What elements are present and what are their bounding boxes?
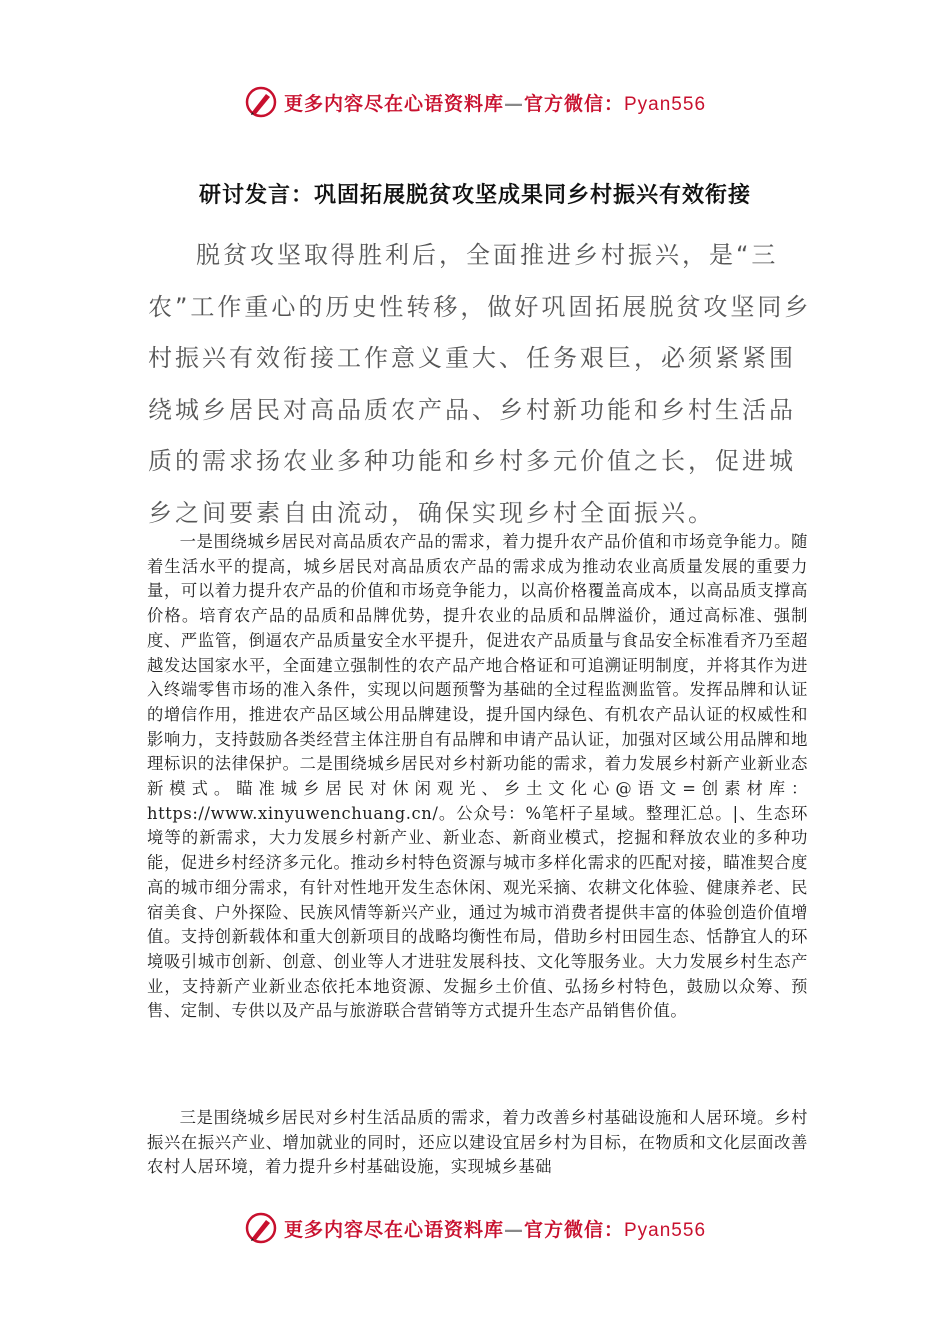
banner-main-text: 更多内容尽在心语资料库: [283, 92, 504, 115]
footer-watermark-banner: [0, 1208, 950, 1248]
pen-logo-icon: [244, 85, 278, 119]
pen-logo-icon: [244, 1211, 278, 1245]
banner-official-label: 官方微信：: [523, 92, 624, 115]
banner-text: [284, 1215, 706, 1242]
banner-main-text: 更多内容尽在心语资料库: [283, 1218, 504, 1241]
intro-paragraph: 脱贫攻坚取得胜利后，全面推进乡村振兴，是“三农”工作重心的历史性转移，做好巩固拓展脱贫攻坚同乡村振兴有效衔接工作意义重大、任务艰巨，必须紧紧围绕城乡居民对高品质农产品、乡村新功能和乡村生活品质的需求扬农业多种功能和乡村多元价值之长，促进城乡之间要素自由流动，确保实现乡村全面振兴。: [148, 241, 812, 527]
body-paragraph-2: 三是围绕城乡居民对乡村生活品质的需求，着力改善乡村基础设施和人居环境。乡村振兴在振兴产业、增加就业的同时，还应以建设宜居乡村为目标，在物质和文化层面改善农村人居环境，着力提升乡村基础设施，实现城乡基础: [147, 1108, 808, 1177]
banner-dash: —: [503, 92, 524, 115]
banner-text: [284, 89, 706, 116]
body-paragraph-1: 一是围绕城乡居民对高品质农产品的需求，着力提升农产品价值和市场竞争能力。随着生活水平的提高，城乡居民对高品质农产品的需求成为推动农业高质量发展的重要力量，可以着力提升农产品的价值和市场竞争能力，以高价格覆盖高成本，以高品质支撑高价格。培育农产品的品质和品牌优势，提升农业的品质和品牌溢价，通过高标准、强制度、严监管，倒逼农产品质量安全水平提升，促进农产品质量与食品安全标准看齐乃至超越发达国家水平，全面建立强制性的农产品产地合格证和可追溯证明制度，并将其作为进入终端零售市场的准入条件，实现以问题预警为基础的全过程监测监管。发挥品牌和认证的增信作用，推进农产品区域公用品牌建设，提升国内绿色、有机农产品认证的权威性和影响力，支持鼓励各类经营主体注册自有品牌和申请产品认证，加强对区域公用品牌和地理标识的法律保护。二是围绕城乡居民对乡村新功能的需求，着力发展乡村新产业新业态新模式。瞄准城乡居民对休闲观光、乡土文化心@语文=创素材库：https://www.xinyuwenchuang.cn/。公众号：%笔杆子星域。整理汇总。|、生态环境等的新需求，大力发展乡村新产业、新业态、新商业模式，挖掘和释放农业的多种功能，促进乡村经济多元化。推动乡村特色资源与城市多样化需求的匹配对接，瞄准契合度高的城市细分需求，有针对性地开发生态休闲、观光采摘、农耕文化体验、健康养老、民宿美食、户外探险、民族风情等新兴产业，通过为城市消费者提供丰富的体验创造价值增值。支持创新载体和重大创新项目的战略均衡性布局，借助乡村田园生态、恬静宜人的环境吸引城市创新、创意、创业等人才进驻发展科技、文化等服务业。大力发展乡村生态产业，支持新产业新业态依托本地资源、发掘乡土价值、弘扬乡村特色，鼓励以众筹、预售、定制、专供以及产品与旅游联合营销等方式提升生态产品销售价值。: [147, 532, 808, 1021]
banner-official-label: 官方微信：: [523, 1218, 624, 1241]
header-watermark-banner: [0, 82, 950, 122]
document-title: 研讨发言：巩固拓展脱贫攻坚成果同乡村振兴有效衔接: [198, 183, 751, 208]
banner-dash: —: [503, 1218, 524, 1241]
banner-wechat-id: Pyan556: [624, 93, 707, 115]
banner-wechat-id: Pyan556: [624, 1219, 707, 1241]
